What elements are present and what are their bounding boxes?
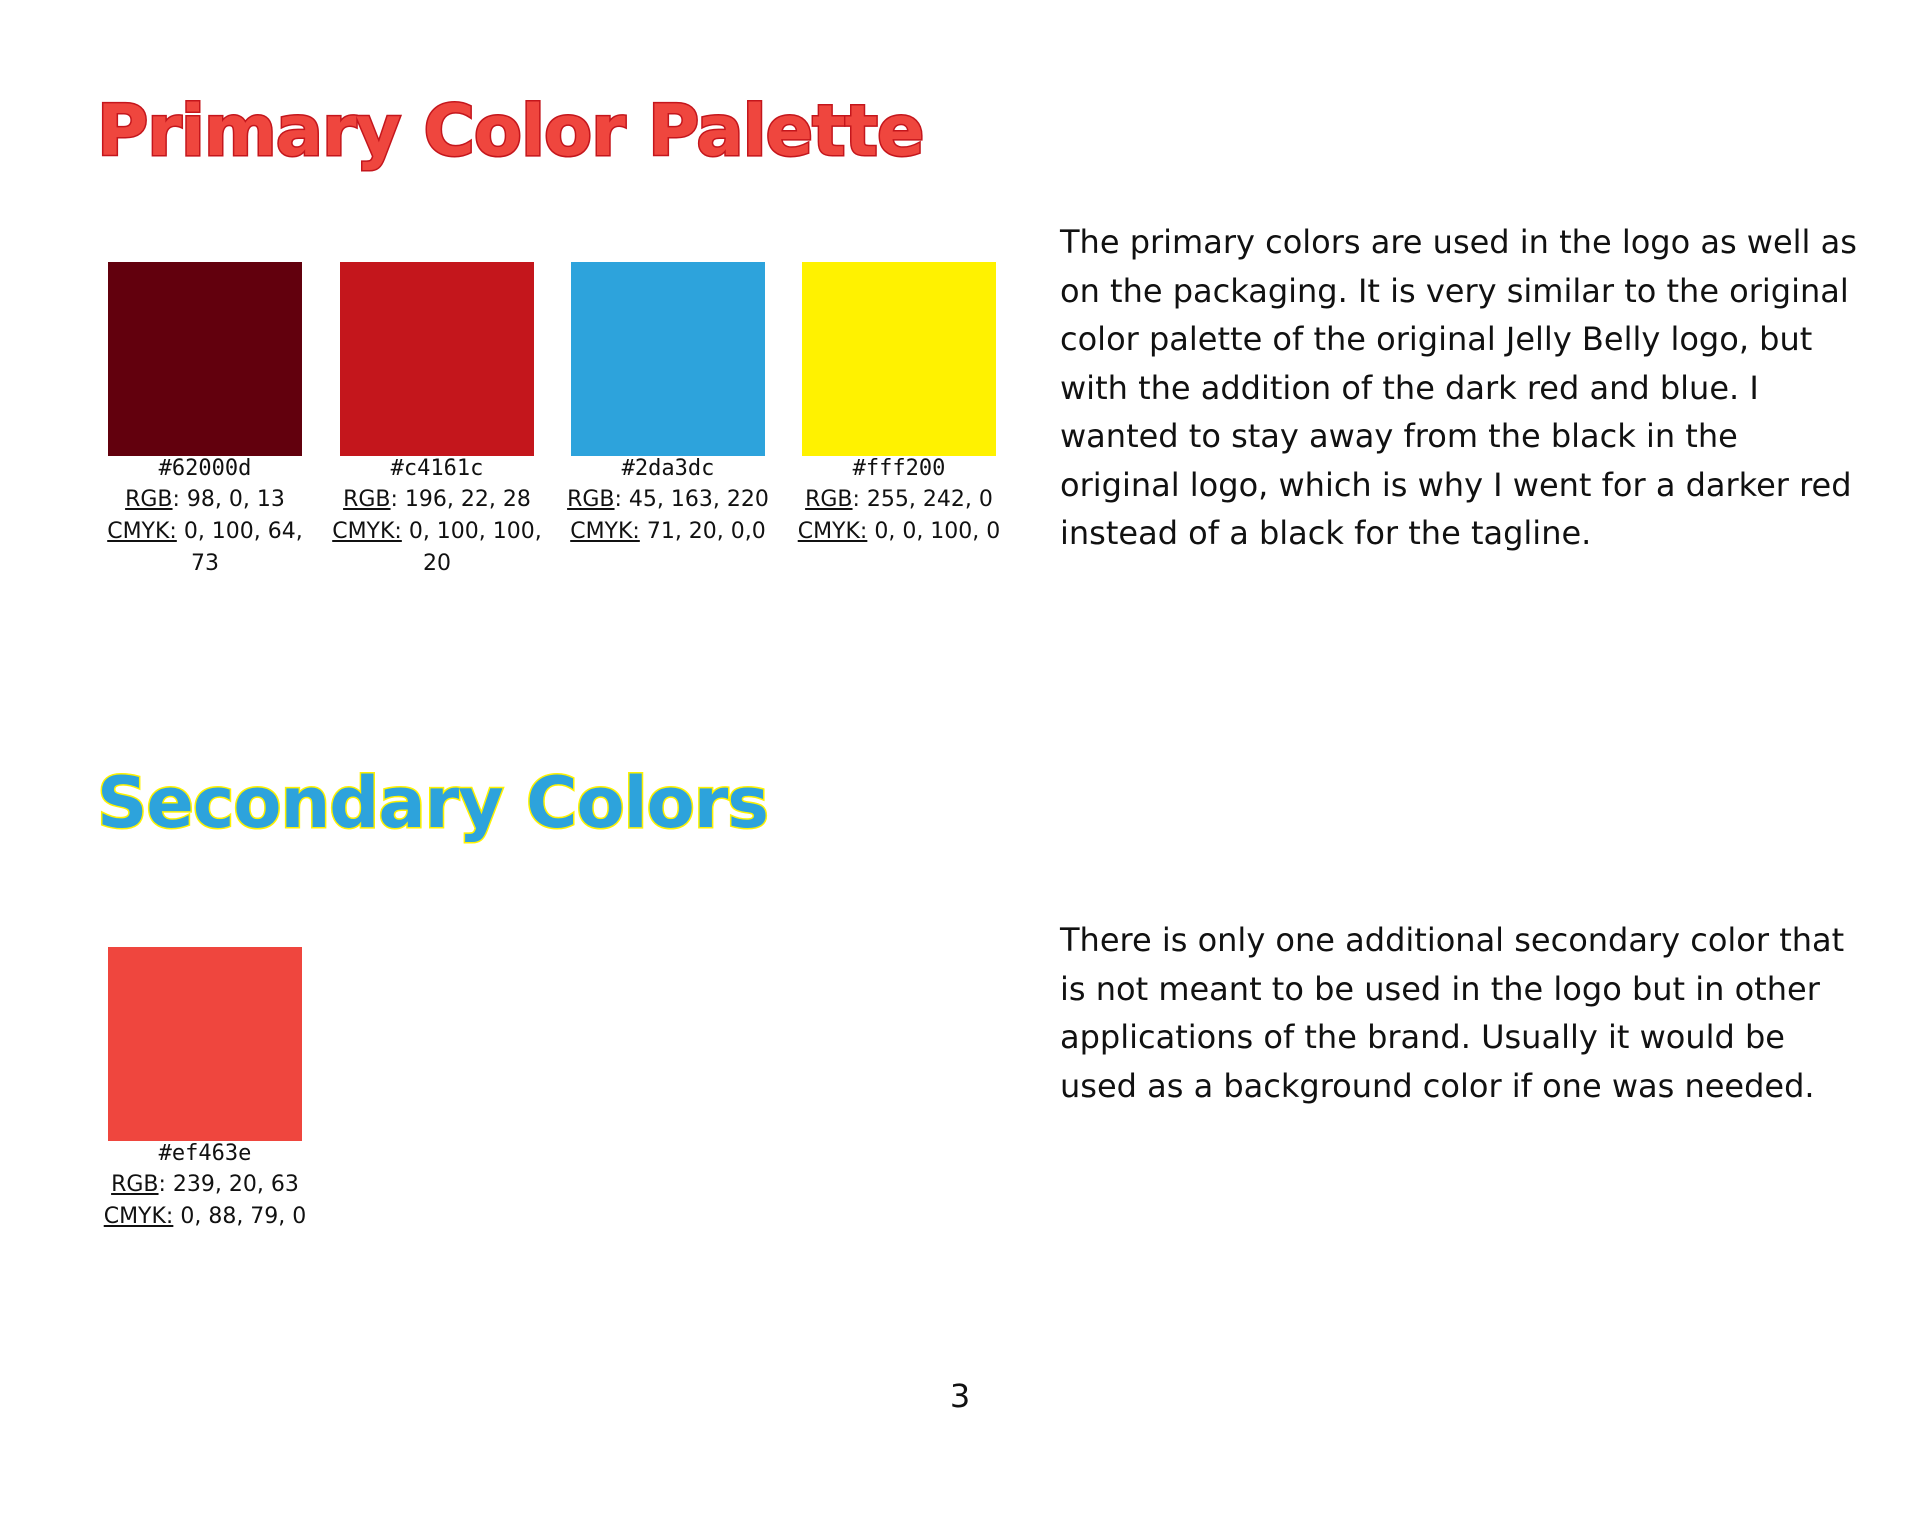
rgb-value: : 239, 20, 63 — [158, 1172, 299, 1197]
rgb-label: RGB — [567, 487, 615, 512]
page-number: 3 — [949, 1377, 971, 1415]
rgb-label: RGB — [111, 1172, 159, 1197]
cmyk-value: 0, 100, 100, 20 — [401, 519, 542, 576]
primary-swatch-yellow — [784, 262, 1014, 548]
rgb-value: : 196, 22, 28 — [390, 487, 531, 512]
swatch-color-box — [108, 947, 302, 1141]
cmyk-label: CMYK: — [107, 519, 177, 544]
swatch-cmyk — [90, 1201, 320, 1233]
rgb-label: RGB — [125, 487, 173, 512]
cmyk-label: CMYK: — [103, 1204, 174, 1229]
primary-swatch-blue — [553, 262, 783, 548]
swatch-color-box — [571, 262, 765, 456]
cmyk-value: 71, 20, 0,0 — [639, 519, 766, 544]
secondary-colors-title: Secondary Colors — [97, 762, 768, 844]
cmyk-label: CMYK: — [570, 519, 640, 544]
cmyk-label: CMYK: — [797, 519, 868, 544]
swatch-rgb — [322, 484, 552, 516]
swatch-hex-code: #fff200 — [852, 456, 946, 481]
cmyk-value: 0, 88, 79, 0 — [173, 1204, 307, 1229]
rgb-value: : 255, 242, 0 — [852, 487, 993, 512]
swatch-color-box — [108, 262, 302, 456]
secondary-description: There is only one additional secondary color that is not meant to be used in the logo but in other applications of the brand. Usually it would be used as a background color if one was needed. — [1060, 921, 1845, 1105]
rgb-value: : 45, 163, 220 — [614, 487, 769, 512]
swatch-color-box — [802, 262, 996, 456]
swatch-cmyk — [784, 516, 1014, 548]
swatch-hex-code: #2da3dc — [621, 456, 715, 481]
swatch-rgb — [784, 484, 1014, 516]
cmyk-value: 0, 0, 100, 0 — [867, 519, 1001, 544]
cmyk-value: 0, 100, 64, 73 — [176, 519, 303, 576]
swatch-rgb — [90, 484, 320, 516]
swatch-rgb — [90, 1169, 320, 1201]
primary-palette-title: Primary Color Palette — [97, 90, 924, 172]
swatch-hex-code: #c4161c — [390, 456, 484, 481]
rgb-label: RGB — [343, 487, 391, 512]
rgb-value: : 98, 0, 13 — [172, 487, 285, 512]
swatch-hex-code: #ef463e — [158, 1141, 252, 1166]
swatch-cmyk — [90, 516, 320, 580]
swatch-color-box — [340, 262, 534, 456]
swatch-cmyk — [322, 516, 552, 580]
swatch-cmyk — [553, 516, 783, 548]
primary-swatch-dark-red — [90, 262, 320, 580]
primary-swatch-red — [322, 262, 552, 580]
rgb-label: RGB — [805, 487, 853, 512]
primary-description: The primary colors are used in the logo as well as on the packaging. It is very similar to the original color palette of the original Jelly Belly logo, but with the addition of the dark red and blue. I wanted to stay away from the black in the original logo, which is why I went for a darker red instead of a black for the tagline. — [1060, 223, 1857, 552]
swatch-hex-code: #62000d — [158, 456, 252, 481]
secondary-swatch-coral — [90, 947, 320, 1233]
cmyk-label: CMYK: — [332, 519, 402, 544]
swatch-rgb — [553, 484, 783, 516]
